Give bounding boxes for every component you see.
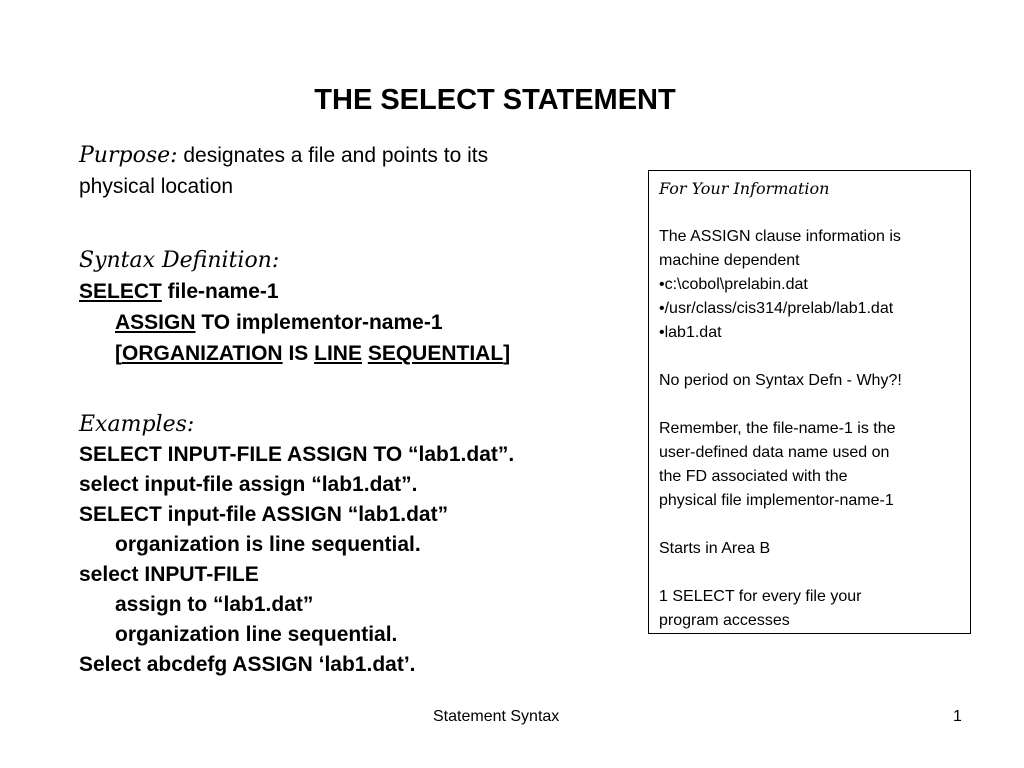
syntax-line-select — [79, 276, 639, 307]
examples-list — [79, 440, 639, 680]
close-bracket: ] — [503, 342, 511, 365]
footer-title: Statement Syntax — [433, 708, 560, 725]
example-line: select INPUT-FILE — [79, 563, 259, 586]
example-line: select input-file assign “lab1.dat”. — [79, 473, 418, 496]
examples-label: Examples: — [79, 412, 195, 437]
fyi-assign-info-2: machine dependent — [659, 252, 800, 269]
purpose-text-line2: physical location — [79, 175, 234, 198]
fyi-remember-1: Remember, the file-name-1 is the — [659, 420, 896, 437]
purpose-paragraph — [79, 140, 639, 202]
purpose-label: Purpose: — [79, 143, 178, 168]
kw-sequential: SEQUENTIAL — [367, 342, 504, 365]
main-content — [79, 140, 639, 680]
fyi-path-1: •c:\cobol\prelabin.dat — [659, 276, 808, 293]
fyi-path-2: •/usr/class/cis314/prelab/lab1.dat — [659, 300, 894, 317]
fyi-select-every-1: 1 SELECT for every file your — [659, 588, 862, 605]
example-line: SELECT INPUT-FILE ASSIGN TO “lab1.dat”. — [79, 443, 515, 466]
spacer — [659, 561, 960, 585]
kw-is: IS — [282, 342, 315, 365]
example-line: assign to “lab1.dat” — [115, 593, 314, 616]
kw-organization: ORGANIZATION — [122, 342, 283, 365]
fyi-path-3: •lab1.dat — [659, 324, 722, 341]
spacer — [659, 513, 960, 537]
fyi-title: For Your Information — [659, 179, 830, 198]
syntax-assign-rest: TO implementor-name-1 — [195, 311, 443, 334]
spacer — [659, 393, 960, 417]
example-line: organization is line sequential. — [115, 533, 421, 556]
fyi-remember-4: physical file implementor-name-1 — [659, 492, 894, 509]
open-bracket: [ — [115, 342, 122, 365]
syntax-label: Syntax Definition: — [79, 248, 280, 273]
syntax-line-assign — [79, 307, 639, 338]
fyi-box — [648, 170, 971, 634]
syntax-line-organization — [79, 338, 639, 369]
fyi-remember-3: the FD associated with the — [659, 468, 848, 485]
fyi-no-period: No period on Syntax Defn - Why?! — [659, 372, 902, 389]
fyi-assign-info-1: The ASSIGN clause information is — [659, 228, 901, 245]
purpose-text-line1: designates a file and points to its — [177, 144, 489, 167]
fyi-remember-2: user-defined data name used on — [659, 444, 890, 461]
syntax-definition — [79, 276, 639, 369]
example-line: SELECT input-file ASSIGN “lab1.dat” — [79, 503, 449, 526]
kw-assign: ASSIGN — [115, 311, 196, 334]
fyi-select-every-2: program accesses — [659, 612, 790, 629]
kw-line: LINE — [314, 342, 362, 365]
example-line: Select abcdefg ASSIGN ‘lab1.dat’. — [79, 653, 416, 676]
fyi-area-b: Starts in Area B — [659, 540, 771, 557]
page-number: 1 — [953, 708, 962, 725]
example-line: organization line sequential. — [115, 623, 398, 646]
kw-select: SELECT — [79, 280, 162, 303]
syntax-file-name: file-name-1 — [161, 280, 279, 303]
slide-title: THE SELECT STATEMENT — [314, 84, 676, 116]
spacer — [659, 345, 960, 369]
